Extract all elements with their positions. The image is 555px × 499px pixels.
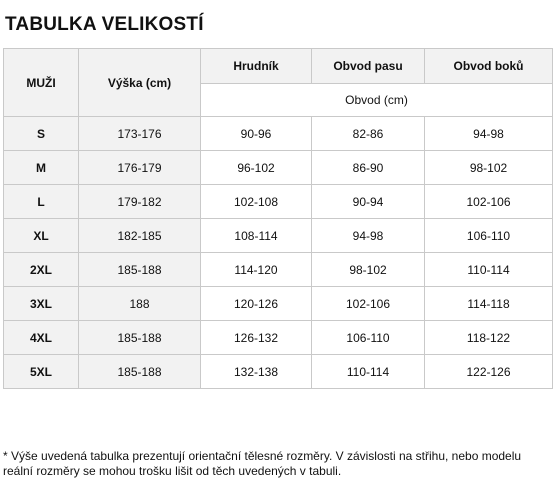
hips-cell: 114-118: [425, 287, 553, 321]
size-table: [3, 48, 553, 389]
size-cell: M: [4, 151, 79, 185]
height-cell: 182-185: [79, 219, 201, 253]
chest-cell: 126-132: [201, 321, 312, 355]
size-cell: 3XL: [4, 287, 79, 321]
table-row: [4, 321, 553, 355]
height-cell: 185-188: [79, 321, 201, 355]
waist-cell: 82-86: [312, 117, 425, 151]
hips-cell: 110-114: [425, 253, 553, 287]
height-cell: 185-188: [79, 355, 201, 389]
chest-cell: 132-138: [201, 355, 312, 389]
waist-cell: 90-94: [312, 185, 425, 219]
waist-header: Obvod pasu: [312, 49, 425, 84]
waist-cell: 106-110: [312, 321, 425, 355]
size-cell: XL: [4, 219, 79, 253]
height-cell: 173-176: [79, 117, 201, 151]
size-cell: 5XL: [4, 355, 79, 389]
chest-header: Hrudník: [201, 49, 312, 84]
chest-cell: 114-120: [201, 253, 312, 287]
waist-cell: 98-102: [312, 253, 425, 287]
size-cell: L: [4, 185, 79, 219]
chest-cell: 120-126: [201, 287, 312, 321]
waist-cell: 110-114: [312, 355, 425, 389]
size-cell: 4XL: [4, 321, 79, 355]
chest-cell: 108-114: [201, 219, 312, 253]
chest-cell: 96-102: [201, 151, 312, 185]
waist-cell: 102-106: [312, 287, 425, 321]
hips-cell: 122-126: [425, 355, 553, 389]
height-cell: 176-179: [79, 151, 201, 185]
hips-cell: 94-98: [425, 117, 553, 151]
table-row: [4, 287, 553, 321]
table-row: [4, 151, 553, 185]
height-header: Výška (cm): [79, 49, 201, 117]
waist-cell: 86-90: [312, 151, 425, 185]
page-title: TABULKA VELIKOSTÍ: [5, 14, 204, 35]
height-cell: 185-188: [79, 253, 201, 287]
hips-cell: 98-102: [425, 151, 553, 185]
table-row: [4, 117, 553, 151]
chest-cell: 102-108: [201, 185, 312, 219]
waist-cell: 94-98: [312, 219, 425, 253]
table-row: [4, 219, 553, 253]
table-header-row: [4, 49, 553, 84]
unit-label: Obvod (cm): [201, 84, 553, 117]
table-row: [4, 253, 553, 287]
size-cell: 2XL: [4, 253, 79, 287]
hips-cell: 102-106: [425, 185, 553, 219]
size-cell: S: [4, 117, 79, 151]
table-row: [4, 185, 553, 219]
hips-cell: 106-110: [425, 219, 553, 253]
height-cell: 179-182: [79, 185, 201, 219]
footnote: * Výše uvedená tabulka prezentují orientační tělesné rozměry. V závislosti na střihu, nebo modelu reální rozměry se mohou trošku lišit od těch uvedených v tabuli.: [3, 449, 522, 478]
chest-cell: 90-96: [201, 117, 312, 151]
hips-header: Obvod boků: [425, 49, 553, 84]
corner-label: MUŽI: [4, 49, 79, 117]
table-row: [4, 355, 553, 389]
hips-cell: 118-122: [425, 321, 553, 355]
height-cell: 188: [79, 287, 201, 321]
